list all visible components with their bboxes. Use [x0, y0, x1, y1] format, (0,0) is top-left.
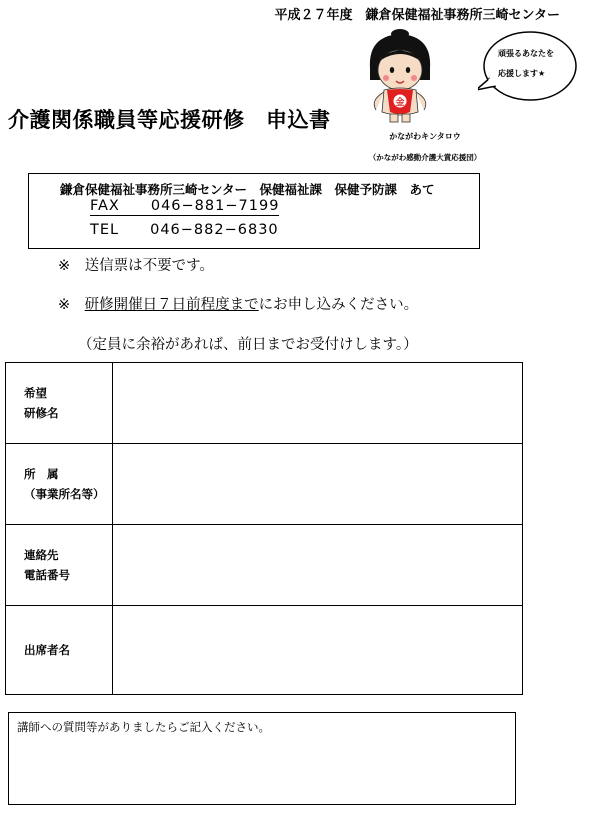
label-line: 希望: [24, 386, 47, 400]
fax-number: FAX 046−881−7199: [90, 198, 280, 214]
address-recipient: 鎌倉保健福祉事務所三崎センター 保健福祉課 保健予防課 あて: [60, 182, 435, 197]
speech-bubble: [478, 28, 578, 104]
field-label-affiliation: [6, 444, 113, 525]
note-no-cover-sheet: ※ 送信票は不要です。: [58, 258, 214, 274]
attendee-name-field[interactable]: [113, 606, 523, 695]
label-line: 電話番号: [24, 568, 70, 582]
field-label-course: [6, 363, 113, 444]
form-row-attendee: [6, 606, 523, 695]
svg-text:金: 金: [395, 98, 405, 108]
course-name-field[interactable]: [113, 363, 523, 444]
speech-line-1: 頑張るあなたを: [498, 49, 554, 58]
phone-number-field[interactable]: [113, 525, 523, 606]
note-deadline: [58, 293, 418, 314]
question-box[interactable]: [8, 712, 516, 805]
label-line: 研修名: [24, 406, 59, 420]
note-deadline-underlined: 研修開催日７日前程度まで: [84, 297, 259, 313]
label-line: 所 属: [24, 467, 59, 481]
note-capacity: （定員に余裕があれば、前日までお受付けします。）: [78, 337, 418, 353]
form-row-contact: [6, 525, 523, 606]
label-line: 連絡先: [24, 548, 59, 562]
form-title: 介護関係職員等応援研修 申込書: [8, 108, 331, 132]
label-line: 出席者名: [24, 643, 70, 657]
field-label-attendee: [6, 606, 113, 695]
tel-number: TEL 046−882−6830: [90, 222, 279, 238]
header-office-line: 平成２７年度 鎌倉保健福祉事務所三崎センター: [274, 8, 560, 23]
mascot-kintaro-icon: [360, 28, 440, 123]
note-mark: ※: [58, 297, 85, 313]
mascot-name: かながわキンタロウ: [389, 132, 461, 141]
speech-line-2: 応援します★: [498, 69, 546, 78]
application-form-table: [5, 362, 523, 695]
form-row-course: [6, 363, 523, 444]
affiliation-field[interactable]: [113, 444, 523, 525]
note-deadline-rest: にお申し込みください。: [258, 297, 419, 313]
label-line: （事業所名等）: [24, 487, 105, 501]
mascot-org: （かながわ感動介護大賞応援団）: [368, 153, 482, 162]
form-row-affiliation: [6, 444, 523, 525]
question-prompt: 講師への質問等がありましたらご記入ください。: [17, 720, 270, 734]
field-label-contact: [6, 525, 113, 606]
